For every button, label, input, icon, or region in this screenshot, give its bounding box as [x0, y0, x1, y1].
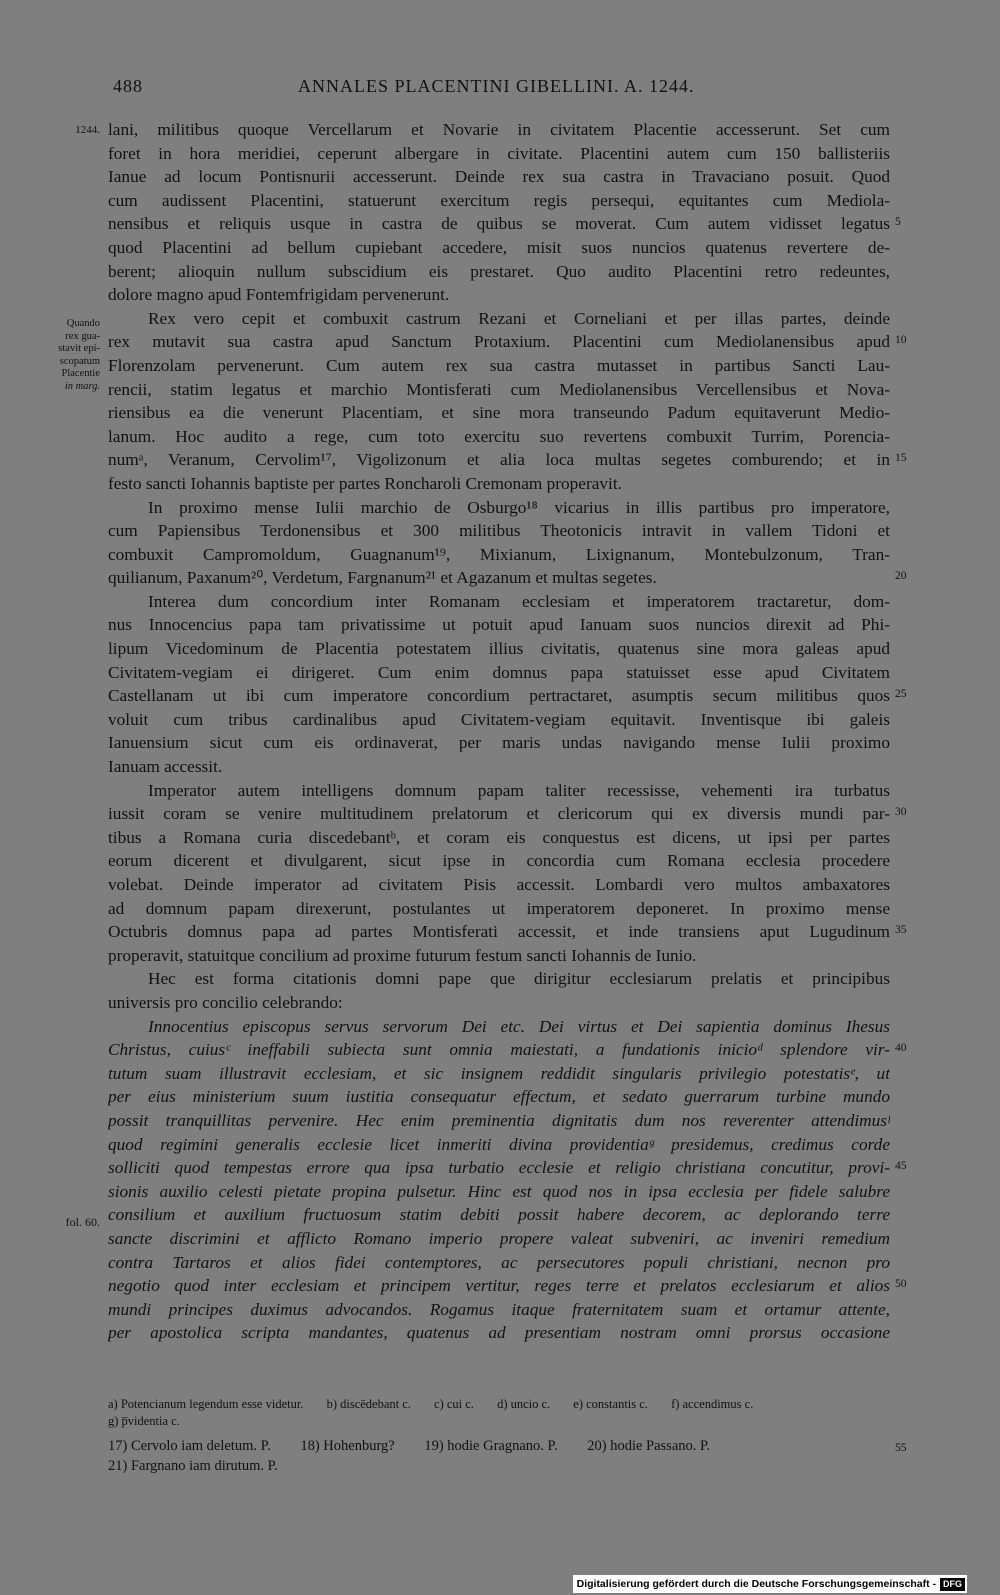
text-line: iussit coram se venire multitudinem prelatorum et clericorum qui ex diversis mundi par- [108, 804, 890, 824]
text-line: combuxit Campromoldum, Guagnanum¹⁹, Mixianum, Lixignanum, Montebulzonum, Tran- [108, 544, 890, 564]
line-number: 10 [895, 334, 907, 346]
footnote: d) uncio c. [497, 1397, 551, 1411]
text-line: nensibus et reliquis usque in castra de quibus se moverat. Cum autem vidisset legatus [108, 214, 890, 234]
margin-note-line: Placentie [61, 368, 100, 379]
text-line: Ianuensium sicut cum eis ordinaverat, per maris undas navigando mense Iulii proximo [108, 733, 890, 753]
text-line: Octubris domnus papa ad partes Montisferati accessit, et inde transiens aput Lugudinum [108, 922, 890, 942]
margin-note-line: Quando [66, 318, 100, 329]
margin-note-line: rex gua- [65, 330, 100, 342]
line-number: 45 [895, 1160, 907, 1172]
footnote: 19) hodie Gragnano. P. [424, 1438, 558, 1454]
line-number: 30 [895, 806, 907, 818]
text-line: festo sancti Iohannis baptiste per partes Roncharoli Cremonam properavit. [108, 473, 622, 493]
footnote-row [108, 1436, 898, 1456]
text-line: quod Placentini ad bellum cupiebant accedere, misit suos nuncios quatenus revertere de- [108, 237, 890, 257]
text-line: Castellanam ut ibi cum imperatore concordium pertractaret, asumptis secum militibus quos [108, 686, 890, 706]
text-line: tibus a Romana curia discedebantᵇ, et coram eis conquestus est dicens, ut ipsi per partes [108, 827, 890, 847]
text-line: universis pro concilio celebrando: [108, 992, 343, 1012]
text-line: tutum suam illustravit ecclesiam, et sic insignem reddidit singularis privilegio potestatisᵉ, ut [108, 1063, 890, 1083]
margin-note-line: scopatum [59, 355, 100, 367]
page-number: 488 [113, 76, 143, 96]
text-line: Interea dum concordium inter Romanam ecclesiam et imperatorem tractaretur, dom- [148, 591, 890, 611]
line-number: 55 [895, 1442, 907, 1454]
text-line: volebat. Deinde imperator ad civitatem Pisis accessit. Lombardi vero multos ambaxatores [108, 875, 890, 894]
text-line: foret in hora meridiei, ceperunt albergare in civitate. Placentini autem cum 150 ballisteriis [108, 143, 890, 163]
line-number: 20 [895, 570, 907, 582]
page-title: ANNALES PLACENTINI GIBELLINI. A. 1244. [298, 76, 695, 96]
text-line: sionis auxilio celesti pietate propina pulsetur. Hinc est quod nos in ipsa ecclesia per fidele salubre [108, 1181, 890, 1201]
text-line: possit tranquillitas pervenire. Hec enim preminentia dignitatis dum nos reverenter attendimusᶠ [108, 1110, 890, 1130]
text-line: rex mutavit sua castra apud Sanctum Protaxium. Placentini cum Mediolanensibus apud [108, 332, 890, 352]
text-line: per eius ministerium suum iustitia consequatur effectum, et sedato guerrarum turbine mundo [108, 1087, 890, 1107]
text-line: contra Tartaros et alios fidei contemptores, ac persecutores populi christiani, necnon pro [108, 1252, 890, 1272]
text-line: Imperator autem intelligens domnum papam taliter recessisse, vehementi ira turbatus [148, 780, 890, 800]
text-line: lipum Vicedominum de Placentia potestatem illius civitatis, quatenus sine mora galeas apud [108, 639, 890, 659]
text-line: sancte discrimini et afflicto Romano imperio propere valeat subveniri, ac inveniri remedium [108, 1228, 890, 1248]
text-line: quilianum, Paxanum²⁰, Verdetum, Fargnanum²¹ et Agazanum et multas segetes. [108, 568, 657, 588]
text-line: dolore magno apud Fontemfrigidam pervenerunt. [108, 285, 450, 305]
footnote: b) discēdebant c. [326, 1397, 411, 1411]
text-line: Christus, cuiusᶜ ineffabili subiecta sunt omnia maiestati, a fundationis inicioᵈ splendore vir- [108, 1040, 890, 1060]
text-line: rencii, statim legatus et marchio Montisferati cum Mediolanensibus Vercellensibus et Nova- [108, 379, 890, 399]
margin-note-line: in marg. [64, 380, 100, 392]
footnote: g) p̅videntia c. [108, 1414, 180, 1428]
footnote: 17) Cervolo iam deletum. P. [108, 1438, 271, 1454]
text-line: solliciti quod tempestas errore qua ipsa turbatio ecclesie et religio christiana concutitur, provi- [108, 1158, 890, 1178]
critical-apparatus [108, 1396, 898, 1430]
text-line: Hec est forma citationis domni pape que dirigitur ecclesiarum prelatis et principibus [148, 969, 890, 989]
text-line: Rex vero cepit et combuxit castrum Rezani et Corneliani et per illas partes, deinde [148, 308, 890, 328]
text-line: Florenzolam pervenerunt. Cum autem rex sua castra mutasset in partibus Sancti Lau- [108, 355, 890, 375]
text-line: cum audissent Placentini, statuerunt exercitum regis persequi, equitantes cum Mediola- [108, 190, 890, 210]
line-number: 40 [895, 1042, 907, 1054]
text-line: eorum dicerent et divulgarent, sicut ipse in concordia cum Romana ecclesia procedere [108, 851, 890, 871]
text-line: Innocentius episcopus servus servorum Dei etc. Dei virtus et Dei sapientia dominus Ihesus [148, 1016, 890, 1036]
line-number: 25 [895, 688, 907, 700]
footnote-row [108, 1413, 898, 1430]
running-header [108, 76, 888, 106]
text-line: voluit cum tribus cardinalibus apud Civitatem-vegiam equitavit. Inventisque ibi galeis [108, 709, 890, 729]
line-number: 35 [895, 924, 907, 936]
footnote: 20) hodie Passano. P. [587, 1438, 711, 1454]
text-line: negotio quod inter ecclesiam et principem vertitur, reges terre et prelatos ecclesiarum et alios [108, 1276, 890, 1296]
digitization-credit [573, 1575, 967, 1593]
text-line: quod regimini generalis ecclesie licet inmeriti divina providentiaᵍ presidemus, credimus corde [108, 1134, 890, 1154]
text-line: Ianue ad locum Pontisnurii accesserunt. Deinde rex sua castra in Travaciano posuit. Quod [108, 167, 890, 187]
credit-text: Digitalisierung gefördert durch die Deutsche Forschungsgemeinschaft - [576, 1578, 936, 1590]
text-line: cum Papiensibus Terdonensibus et 300 militibus Theotonicis intravit in vallem Tidoni et [108, 521, 890, 541]
footnote: 18) Hohenburg? [300, 1438, 395, 1454]
dfg-logo: DFG [940, 1578, 965, 1591]
text-line: lani, militibus quoque Vercellarum et Novarie in civitatem Placentie accesserunt. Set cum [108, 120, 890, 139]
text-line: per apostolica scripta mandantes, quatenus ad presentiam nostram omni prorsus occasione [108, 1323, 890, 1343]
footnote: f) accendimus c. [671, 1397, 754, 1411]
text-line: nus Innocencius papa tam privatissime ut potuit apud Ianuam suos nuncios direxit ad Phi- [108, 615, 890, 635]
text-line: properavit, statuitque concilium ad proxime futurum festum sancti Iohannis de Iunio. [108, 945, 697, 965]
footnote-row [108, 1456, 898, 1476]
historical-notes [108, 1436, 898, 1476]
main-text [108, 118, 890, 1345]
footnote-row [108, 1396, 898, 1413]
line-number: 50 [895, 1278, 907, 1290]
text-line: In proximo mense Iulii marchio de Osburgo¹⁸ vicarius in illis partibus pro imperatore, [148, 497, 890, 517]
margin-year: 1244. [75, 124, 100, 136]
footnote: 21) Fargnano iam dirutum. P. [108, 1458, 278, 1474]
footnote: e) constantis c. [573, 1397, 648, 1411]
footnote: c) cui c. [434, 1397, 474, 1411]
text-line: ad domnum papam direxerunt, postulantes ut imperatorem deponeret. In proximo mense [108, 898, 890, 918]
margin-note-line: stavit epi- [58, 343, 100, 354]
margin-note [40, 318, 100, 393]
line-number: 15 [895, 452, 907, 464]
line-number: 5 [895, 216, 901, 228]
margin-folio: fol. 60. [65, 1215, 100, 1229]
text-line: Civitatem-vegiam ei dirigeret. Cum enim domnus papa statuisset esse apud Civitatem [108, 662, 890, 682]
footnote: a) Potencianum legendum esse videtur. [108, 1397, 304, 1411]
text-line: consilium et auxilium fructuosum statim debiti possit habere decorem, ac deplorando terre [108, 1205, 890, 1225]
text-line: riensibus ea die venerunt Placentiam, et sine mora transeundo Padum equitaverunt Medio- [108, 403, 890, 423]
text-line: lanum. Hoc audito a rege, cum toto exercitu suo revertens combuxit Turrim, Porencia- [108, 426, 890, 446]
text-line: berent; alioquin nullum subscidium eis prestaret. Quo audito Placentini retro redeuntes, [108, 261, 890, 281]
text-line: mundi principes duximus advocandos. Rogamus itaque fraternitatem suam et ortamur attente, [108, 1299, 890, 1319]
text-line: numᵃ, Veranum, Cervolim¹⁷, Vigolizonum et alia loca multas segetes comburendo; et in [108, 450, 890, 470]
text-line: Ianuam accessit. [108, 757, 223, 777]
